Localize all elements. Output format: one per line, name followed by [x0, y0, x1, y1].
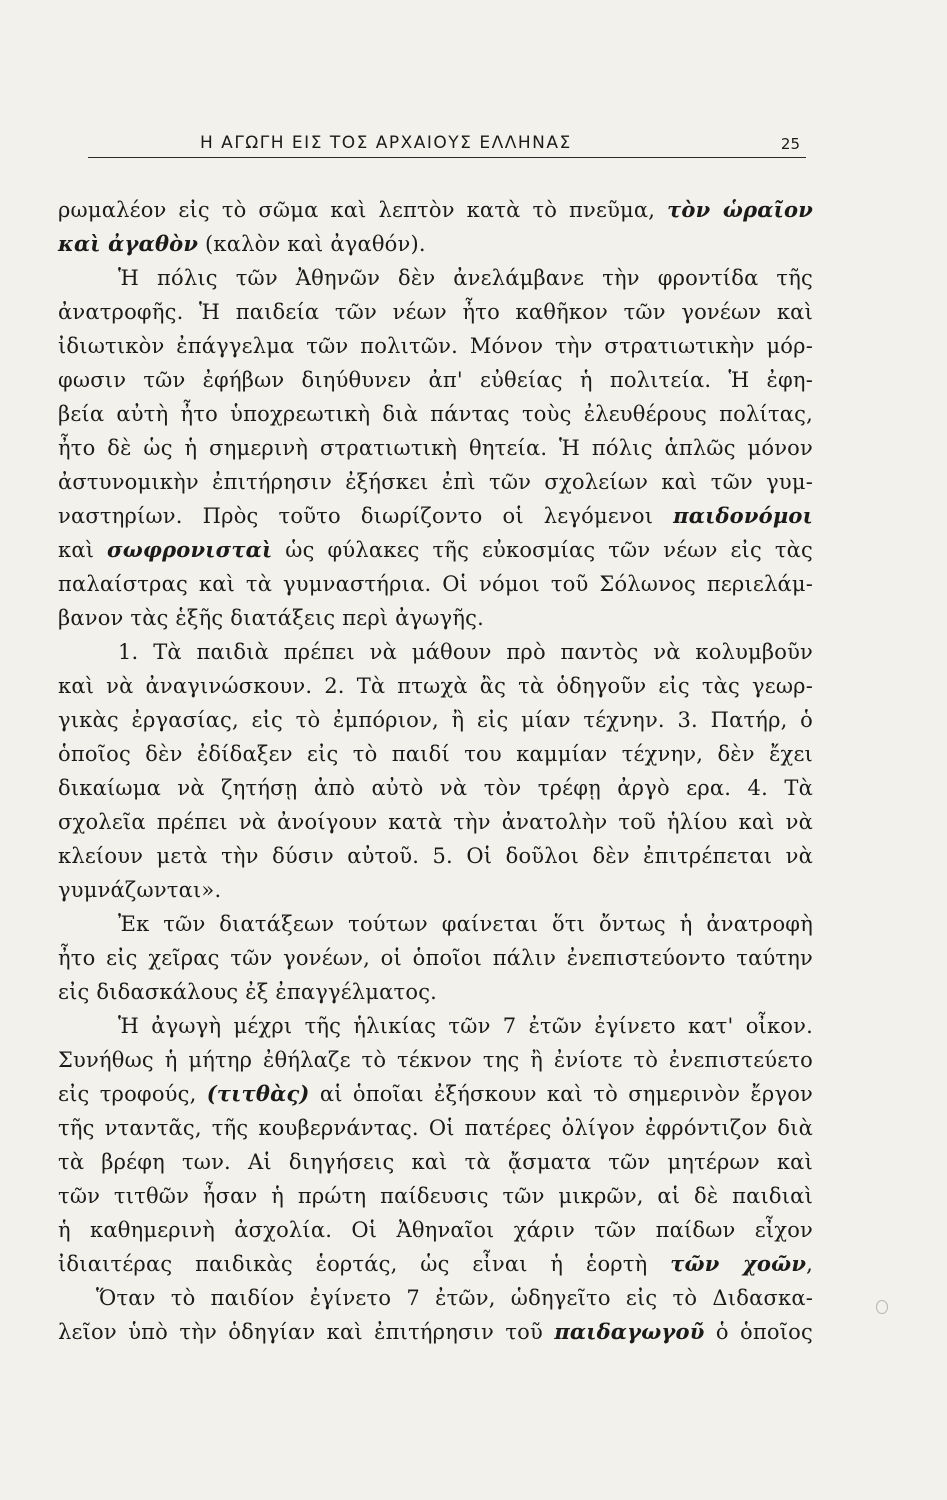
text-run: γικὰς ἐργασίας, εἰς τὸ ἐμπόριον, ἢ εἰς μίαν τέχνην. 3. Πατήρ, ὁ: [58, 708, 813, 732]
text-run: εἰς τροφούς,: [58, 1082, 207, 1106]
text-run: (καλὸν καὶ ἀγαθόν).: [198, 232, 426, 256]
text-line: [58, 397, 813, 431]
emphasized-term: παιδαγωγοῦ: [554, 1319, 705, 1344]
text-run: ἰδιαιτέρας παιδικὰς ἑορτάς, ὡς εἶναι ἡ ἑορτὴ: [58, 1252, 671, 1276]
page-number: 25: [780, 135, 800, 153]
text-line: [58, 907, 813, 941]
text-line: [58, 1315, 813, 1349]
text-run: ἰδιωτικὸν ἐπάγγελμα τῶν πολιτῶν. Μόνον τὴν στρατιωτικὴν μόρ-: [58, 334, 813, 358]
text-run: ρωμαλέον εἰς τὸ σῶμα καὶ λεπτὸν κατὰ τὸ πνεῦμα,: [58, 198, 668, 222]
text-line: [58, 601, 813, 635]
text-run: ,: [806, 1252, 813, 1276]
text-line: [58, 499, 813, 533]
text-run: ἀστυνομικὴν ἐπιτήρησιν ἐξήσκει ἐπὶ τῶν σχολείων καὶ τῶν γυμ-: [58, 470, 813, 494]
text-line: [58, 1247, 813, 1281]
text-run: κλείουν μετὰ τὴν δύσιν αὐτοῦ. 5. Οἱ δοῦλοι δὲν ἐπιτρέπεται νὰ: [58, 844, 813, 868]
body-text: [58, 193, 813, 1349]
text-run: ὁποῖος δὲν ἐδίδαξεν εἰς τὸ παιδί του καμμίαν τέχνην, δὲν ἔχει: [58, 742, 813, 766]
margin-mark: [876, 1300, 888, 1314]
text-line: [58, 295, 813, 329]
text-line: [58, 431, 813, 465]
text-run: λεῖον ὑπὸ τὴν ὁδηγίαν καὶ ἐπιτήρησιν τοῦ: [58, 1320, 555, 1344]
text-run: ἦτο εἰς χεῖρας τῶν γονέων, οἱ ὁποῖοι πάλιν ἐνεπιστεύοντο ταύτην: [58, 946, 813, 970]
text-line: [58, 329, 813, 363]
emphasized-term: τῶν χοῶν: [670, 1251, 807, 1276]
text-run: σχολεῖα πρέπει νὰ ἀνοίγουν κατὰ τὴν ἀνατολὴν τοῦ ἡλίου καὶ νὰ: [58, 810, 813, 834]
text-run: Συνήθως ἡ μήτηρ ἐθήλαζε τὸ τέκνον της ἢ ἐνίοτε τὸ ἐνεπιστεύετο: [58, 1048, 813, 1072]
text-run: παλαίστρας καὶ τὰ γυμναστήρια. Οἱ νόμοι τοῦ Σόλωνος περιελάμ-: [58, 572, 813, 596]
text-line: [58, 1179, 813, 1213]
text-run: τὰ βρέφη των. Αἱ διηγήσεις καὶ τὰ ᾄσματα τῶν μητέρων καὶ: [58, 1150, 813, 1174]
text-run: Ὅταν τὸ παιδίον ἐγίνετο 7 ἐτῶν, ὡδηγεῖτο εἰς τὸ Διδασκα-: [96, 1286, 813, 1310]
text-line: [58, 1145, 813, 1179]
text-line: [58, 1111, 813, 1145]
text-run: αἱ ὁποῖαι ἐξήσκουν καὶ τὸ σημερινὸν ἔργον: [309, 1082, 814, 1106]
emphasized-term: παιδονόμοι: [673, 503, 813, 528]
text-line: [58, 873, 813, 907]
text-line: [58, 567, 813, 601]
text-line: [58, 805, 813, 839]
text-run: Ἡ ἀγωγὴ μέχρι τῆς ἡλικίας τῶν 7 ἐτῶν ἐγίνετο κατ' οἶκον.: [118, 1014, 813, 1038]
text-line: [58, 703, 813, 737]
text-line: [58, 193, 813, 227]
text-run: εἰς διδασκάλους ἐξ ἐπαγγέλματος.: [58, 980, 438, 1004]
text-run: ἡ καθημερινὴ ἀσχολία. Οἱ Ἀθηναῖοι χάριν τῶν παίδων εἶχον: [58, 1218, 813, 1242]
text-run: ναστηρίων. Πρὸς τοῦτο διωρίζοντο οἱ λεγόμενοι: [58, 504, 674, 528]
text-line: [58, 1077, 813, 1111]
emphasized-term: (τιτθὰς): [206, 1081, 310, 1106]
text-line: [58, 975, 813, 1009]
text-line: [58, 363, 813, 397]
text-run: καὶ νὰ ἀναγινώσκουν. 2. Τὰ πτωχὰ ἂς τὰ ὁδηγοῦν εἰς τὰς γεωρ-: [58, 674, 813, 698]
text-line: [58, 465, 813, 499]
text-run: Ἐκ τῶν διατάξεων τούτων φαίνεται ὅτι ὄντως ἡ ἀνατροφὴ: [118, 912, 813, 936]
text-line: [58, 1213, 813, 1247]
text-run: τῆς νταντᾶς, τῆς κουβερνάντας. Οἱ πατέρες ὀλίγον ἐφρόντιζον διὰ: [58, 1116, 813, 1140]
text-run: καὶ: [58, 538, 108, 562]
text-run: γυμνάζωνται».: [58, 878, 222, 902]
text-run: φωσιν τῶν ἐφήβων διηύθυνεν ἀπ' εὐθείας ἡ πολιτεία. Ἡ ἐφη-: [58, 368, 813, 392]
text-line: [58, 737, 813, 771]
emphasized-term: σωφρονισταὶ: [107, 537, 273, 562]
emphasized-term: καὶ ἀγαθὸν: [58, 231, 199, 256]
text-line: [58, 1009, 813, 1043]
text-line: [58, 635, 813, 669]
text-run: τῶν τιτθῶν ἦσαν ἡ πρώτη παίδευσις τῶν μικρῶν, αἱ δὲ παιδιαὶ: [58, 1184, 813, 1208]
text-run: ἦτο δὲ ὡς ἡ σημερινὴ στρατιωτικὴ θητεία. Ἡ πόλις ἁπλῶς μόνον: [58, 436, 813, 460]
text-line: [58, 771, 813, 805]
running-header: [88, 133, 806, 158]
text-run: 1. Τὰ παιδιὰ πρέπει νὰ μάθουν πρὸ παντὸς νὰ κολυμβοῦν: [118, 640, 813, 664]
text-line: [58, 941, 813, 975]
text-line: [58, 1281, 813, 1315]
text-run: Ἡ πόλις τῶν Ἀθηνῶν δὲν ἀνελάμβανε τὴν φροντίδα τῆς: [118, 266, 813, 290]
text-run: ἀνατροφῆς. Ἡ παιδεία τῶν νέων ἦτο καθῆκον τῶν γονέων καὶ: [58, 300, 813, 324]
text-line: [58, 533, 813, 567]
text-run: βανον τὰς ἑξῆς διατάξεις περὶ ἀγωγῆς.: [58, 606, 484, 630]
emphasized-term: τὸν ὡραῖον: [667, 197, 813, 222]
text-run: ὡς φύλακες τῆς εὐκοσμίας τῶν νέων εἰς τὰς: [272, 538, 813, 562]
text-line: [58, 839, 813, 873]
text-line: [58, 1043, 813, 1077]
running-title: Η ΑΓΩΓΗ ΕΙΣ ΤΟΣ ΑΡΧΑΙΟΥΣ ΕΛΛΗΝΑΣ: [200, 133, 572, 153]
text-run: δικαίωμα νὰ ζητήσῃ ἀπὸ αὐτὸ νὰ τὸν τρέφῃ ἀργὸ ερα. 4. Τὰ: [58, 776, 813, 800]
text-run: ὁ ὁποῖος: [704, 1320, 813, 1344]
text-run: βεία αὐτὴ ἦτο ὑποχρεωτικὴ διὰ πάντας τοὺς ἐλευθέρους πολίτας,: [58, 402, 813, 426]
text-line: [58, 261, 813, 295]
text-line: [58, 227, 813, 261]
text-line: [58, 669, 813, 703]
